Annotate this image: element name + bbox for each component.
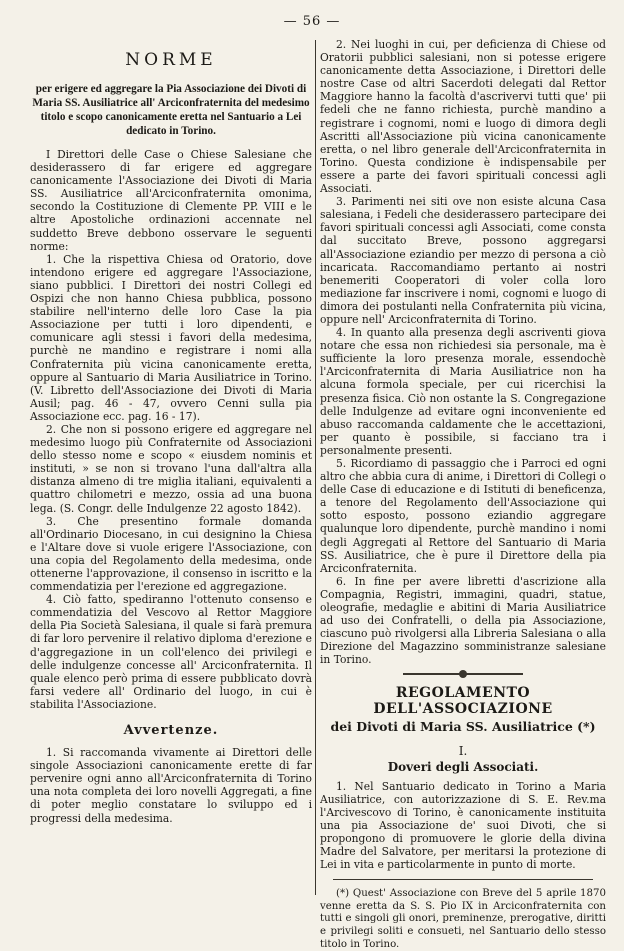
avvertenza-2: 2. Nei luoghi in cui, per deficienza di Chiese od Oratorii pubblici salesiani, non si potesse erigere canonicamente detta Associazione, i Direttori delle nostre Case od altri Sacerdoti delegati dal Rettor Maggiore hanno la facoltà d'ascrivervi tutti que' pii fedeli che ne fanno richiesta, purchè mandino a registrare i cognomi, nomi e luogo di dimora degli Ascritti all'Associazione più vicina canonicamente eretta, o nel libro generale dell'Arciconfraternita in Torino. Questa condizione è indispensabile per essere a parte dei favori spirituali concessi agli Associati. (320, 38, 606, 196)
norma-item-1: 1. Che la rispettiva Chiesa od Oratorio, dove intendono erigere ed aggregare l'Associazione, siano pubblici. I Direttori dei nostri Collegi ed Ospizi che non hanno Chiesa pubblica, possono stabilire nell'interno delle loro Case la pia Associazione per tutti i loro dipendenti, e comunicare agli stessi i favori della medesima, purchè ne mandino e registrare i nomi alla Confraternita più vicina canonicamente eretta, oppure al Santuario di Maria Ausiliatrice in Torino. (V. Libretto dell'Associazione dei Divoti di Maria Ausil; pag. 46 - 47, ovvero Cenni sulla pia Associazione ecc. pag. 16 - 17). (30, 252, 312, 423)
avvertenza-1: 1. Si raccomanda vivamente ai Direttori delle singole Associazioni canonicamente erette di far pervenire ogni anno all'Arciconfraternita di Torino una nota completa dei loro novelli Aggregati, a fine di poter meglio constatare lo sviluppo ed i progressi della medesima. (30, 746, 312, 825)
norma-item-3: 3. Che presentino formale domanda all'Ordinario Diocesano, in cui designino la Chiesa e l'Altare dove si vuole erigere l'Associazione, con una copia del Regolamento della medesima, onde ottenerne l'approvazione, il consenso in iscritto e la commendatizia per l'erezione ed aggregazione. (30, 514, 312, 594)
footnote-rule (333, 879, 593, 880)
column-divider (315, 40, 316, 895)
section-number: I. (458, 743, 468, 758)
avvertenza-3: 3. Parimenti nei siti ove non esiste alcuna Casa salesiana, i Fedeli che desiderassero partecipare dei favori spirituali concessi agli Associati, come consta dal succitato Breve, possono aggregarsi all'Associazione eziandio per mezzo di persona a ciò incaricata. Raccomandiamo pertanto ai nostri benemeriti Cooperatori di voler colla loro mediazione far inscrivere i nomi, cognomi e luogo di dimora dei postulanti nella Confraternita più vicina, oppure nell' Arciconfraternita di Torino. (320, 195, 606, 326)
right-column (320, 38, 606, 951)
left-column (30, 38, 312, 825)
footnote: (*) Quest' Associazione con Breve del 5 aprile 1870 venne eretta da S. S. Pio IX in Arciconfraternita con tutti e singoli gli onori, preminenze, prerogative, diritti e privilegi soliti e consueti, nel Santuario dello stesso titolo in Torino. (320, 888, 606, 950)
regolamento-subtitle: dei Divoti di Maria SS. Ausiliatrice (*) (330, 718, 596, 734)
avvertenza-4: 4. In quanto alla presenza degli ascriventi giova notare che essa non richiedesi sia personale, ma è sufficiente la loro presenza morale, essendochè l'Arciconfraternita di Maria Ausiliatrice non ha alcuna formola speciale, per cui ricerchisi la presenza fisica. Ciò non ostante la S. Congregazione delle Indulgenze ad evitare ogni inconveniente ed abuso raccomanda caldamente che le accettazioni, per quanto è possibile, si facciano tra i personalmente presenti. (320, 326, 606, 457)
norma-item-2: 2. Che non si possono erigere ed aggregare nel medesimo luogo più Confraternite od Associazioni dello stesso nome e scopo « eiusdem nominis et instituti, » se non si trovano l'una dall'altra alla distanza almeno di tre miglia italiani, equivalenti a quattro chilometri e mezzo, ossia ad una buona lega. (S. Congr. delle Indulgenze 22 agosto 1842). (30, 422, 312, 515)
section-title: Doveri degli Associati. (387, 759, 539, 774)
norma-item-4: 4. Ciò fatto, spediranno l'ottenuto consenso e commendatizia del Vescovo al Rettor Maggiore della Pia Società Salesiana, il quale si farà premura di far loro pervenire il relativo diploma d'erezione e d'aggregazione in un coll'elenco dei privilegi e delle indulgenze concesse all' Arciconfraternita. Il quale elenco però prima di essere pubblicato dovrà farsi vedere all' Ordinario del luogo, in cui è stabilita l'Associazione. (30, 593, 312, 711)
regolamento-title: REGOLAMENTO DELL'ASSOCIAZIONE (373, 684, 553, 717)
avvertenza-5: 5. Ricordiamo di passaggio che i Parroci ed ogni altro che abbia cura di anime, i Direttori di Collegi o delle Case di educazione e di Istituti di beneficenza, a tenore del Regolamento dell'Associazione qui sotto esposto, possono eziandio aggregare qualunque loro dipendente, purchè mandino i nomi degli Aggregati al Rettore del Santuario di Maria SS. Ausiliatrice, che è pure il Direttore della pia Arciconfraternita. (320, 457, 606, 575)
intro-paragraph: I Direttori delle Case o Chiese Salesiane che desiderassero di far erigere ed aggregare canonicamente l'Associazione dei Divoti di Maria SS. Ausiliatrice all'Arciconfraternita omonima, secondo la Costituzione di Clemente PP. VIII e le altre Apostoliche ordinazioni accennate nel suddetto Breve debbono osservare le seguenti norme: (30, 148, 312, 253)
avvertenza-6: 6. In fine per avere libretti d'ascrizione alla Compagnia, Registri, immagini, quadri, statue, oleografie, medaglie e abitini di Maria Ausiliatrice ad uso dei Confratelli, o della pia Associazione, ciascuno può rivolgersi alla Libreria Salesiana o alla Direzione del Magazzino somministranze salesiane in Torino. (320, 574, 606, 667)
norme-title: NORME (125, 50, 217, 70)
norme-heading: per erigere ed aggregare la Pia Associazione dei Divoti di Maria SS. Ausiliatrice all' Arciconfraternita del medesimo titolo e scopo canonicamente eretta nel Santuario a Lei dedicato in Torino. (32, 83, 310, 137)
page-number: — 56 — (283, 14, 341, 29)
ornament-divider (403, 673, 523, 675)
avvertenze-title: Avvertenze. (123, 723, 219, 739)
regolamento-item-1: 1. Nel Santuario dedicato in Torino a Maria Ausiliatrice, con autorizzazione di S. E. Rev.ma l'Arcivescovo di Torino, è canonicamente instituita una pia Associazione de' suoi Divoti, che si propongono di promuovere le glorie della divina Madre del Salvatore, per meritarsi la protezione di Lei in vita e particolarmente in punto di morte. (320, 779, 606, 872)
